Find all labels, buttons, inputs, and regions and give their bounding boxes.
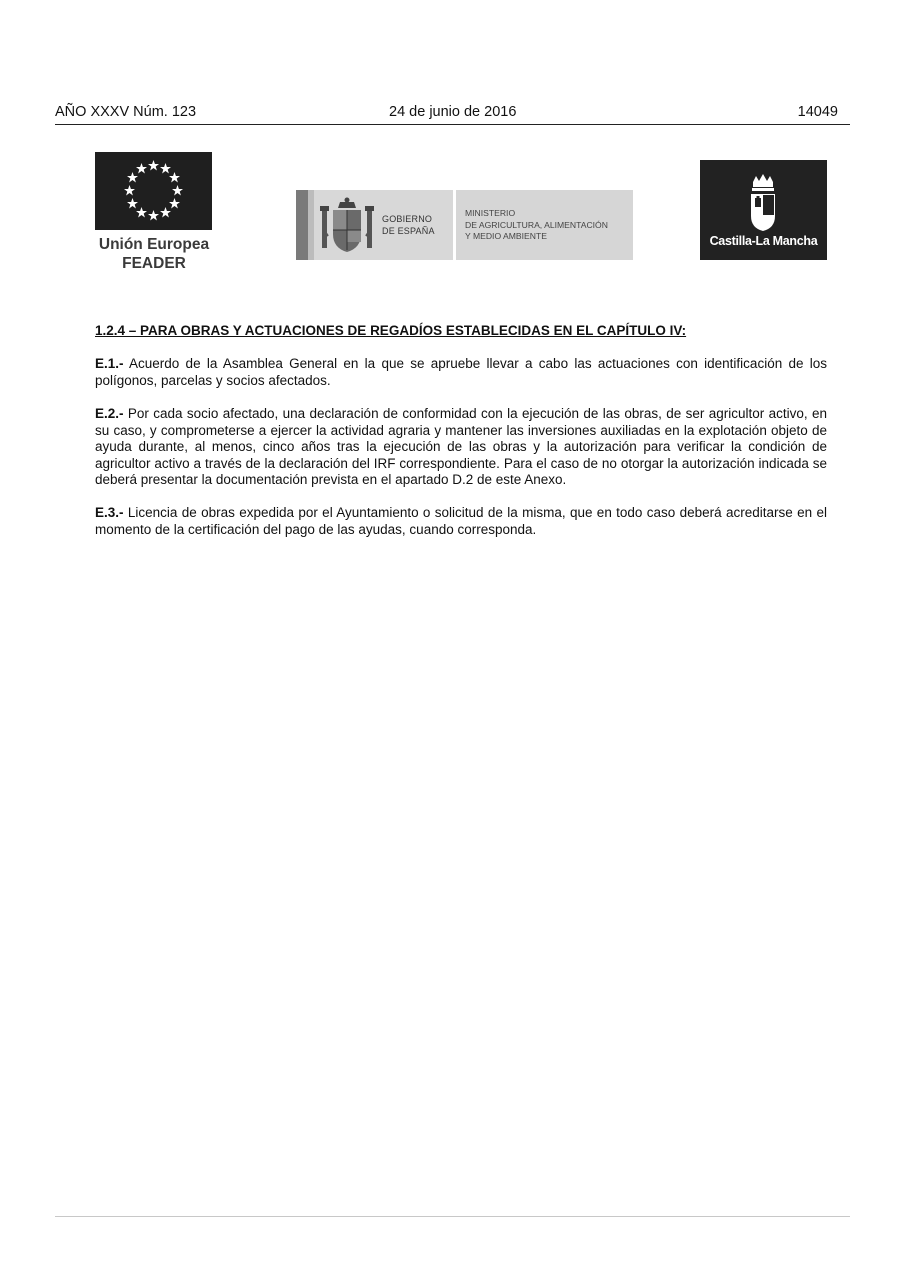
item-label: E.2.- [95, 406, 124, 421]
publication-date: 24 de junio de 2016 [389, 104, 517, 120]
header-divider [55, 124, 850, 125]
eu-logo-line1: Unión Europea [98, 236, 210, 253]
issue-number: AÑO XXXV Núm. 123 [55, 104, 197, 120]
page-header [55, 104, 850, 126]
item-e2 [95, 406, 827, 489]
eu-flag-icon [95, 152, 212, 230]
ministerio-text: MINISTERIO DE AGRICULTURA, ALIMENTACIÓN Y MEDIO AMBIENTE [465, 208, 608, 241]
flag-stripe [296, 190, 308, 260]
item-text: Por cada socio afectado, una declaración de conformidad con la ejecución de las obras, de ser agricultor activo, en su caso, y comprometerse a ejercer la actividad agraria y mantener las inversiones auxiliadas en la explotación objeto de ayuda durante, al menos, cinco años tras la ejecución de las obras y la autorización para verificar la condición de agricultor activo a través de la declaración del IRF correspondiente. Para el caso de no otorgar la autorización indicada se deberá presentar la documentación prevista en el apartado D.2 de este Anexo. [95, 406, 827, 487]
gobierno-text: GOBIERNO DE ESPAÑA [382, 214, 435, 236]
item-e1 [95, 356, 827, 389]
item-label: E.1.- [95, 356, 124, 371]
item-label: E.3.- [95, 505, 124, 520]
castilla-la-mancha-logo [700, 160, 827, 260]
spain-coat-of-arms-icon [320, 196, 374, 259]
clm-logo-text: Castilla-La Mancha [709, 234, 818, 248]
gobierno-espana-logo [296, 190, 633, 260]
item-text: Acuerdo de la Asamblea General en la que se apruebe llevar a cabo las actuaciones con identificación de los polígonos, parcelas y socios afectados. [95, 356, 827, 388]
page-number: 14049 [797, 104, 838, 120]
item-text: Licencia de obras expedida por el Ayuntamiento o solicitud de la misma, que en todo caso deberá acreditarse en el momento de la certificación del pago de las ayudas, cuando corresponda. [95, 505, 827, 537]
section-title: 1.2.4 – PARA OBRAS Y ACTUACIONES DE REGADÍOS ESTABLECIDAS EN EL CAPÍTULO IV: [95, 323, 687, 338]
eu-logo-line2: FEADER [122, 255, 186, 272]
item-e3 [95, 505, 827, 538]
footer-divider [55, 1216, 850, 1217]
eu-feader-logo [93, 152, 215, 277]
clm-emblem-icon [747, 174, 779, 237]
